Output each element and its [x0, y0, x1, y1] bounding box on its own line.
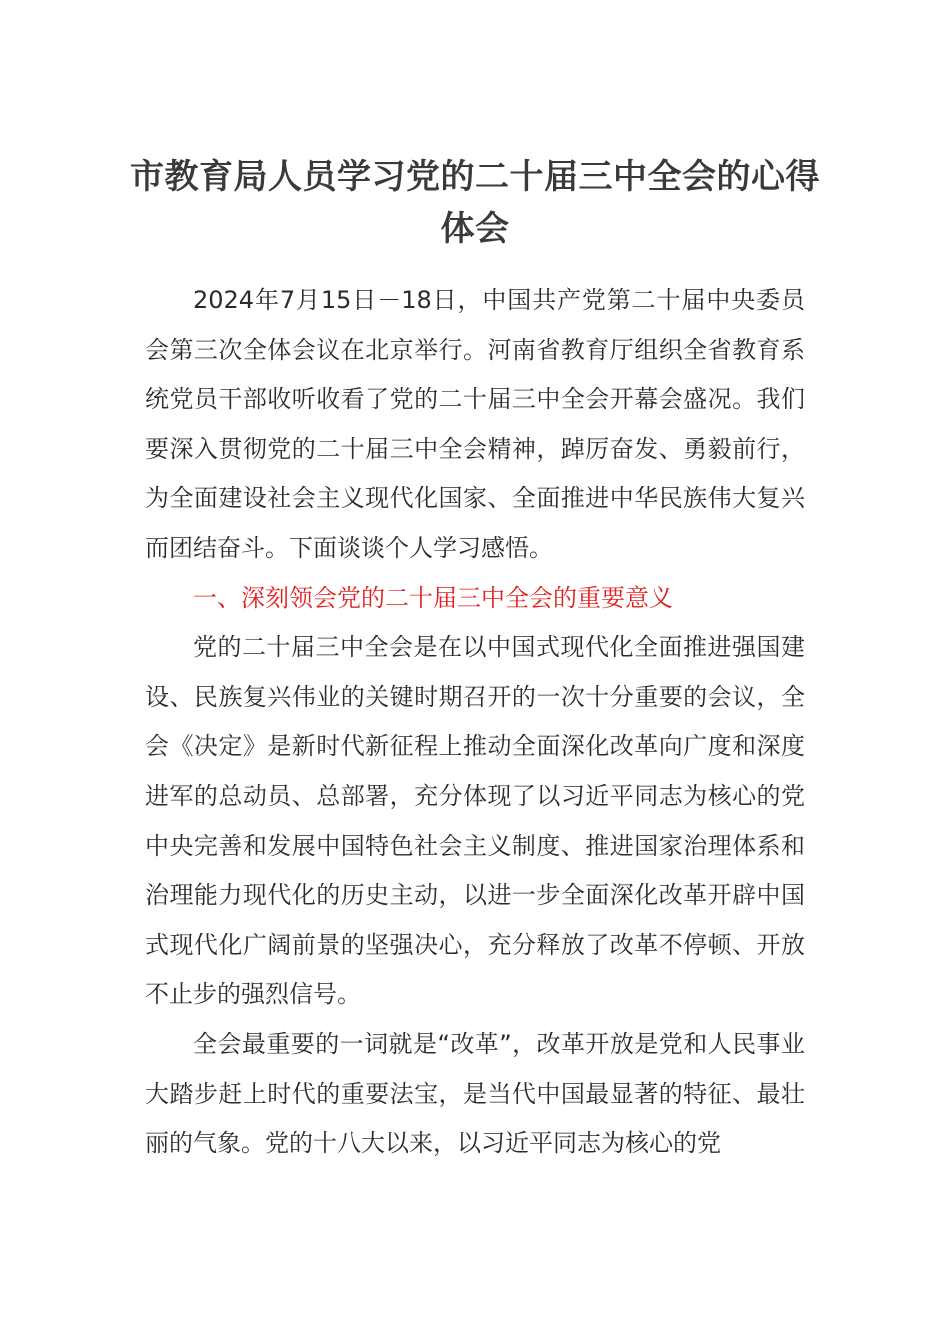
- document-title: 市教育局人员学习党的二十届三中全会的心得体会: [130, 157, 820, 249]
- paragraph-significance: 党的二十届三中全会是在以中国式现代化全面推进强国建设、民族复兴伟业的关键时期召开的一次十分重要的会议，全会《决定》是新时代新征程上推动全面深化改革向广度和深度进军的总动员、总部署，充分体现了以习近平同志为核心的党中央完善和发展中国特色社会主义制度、推进国家治理体系和治理能力现代化的历史主动，以进一步全面深化改革开辟中国式现代化广阔前景的坚强决心，充分释放了改革不停顿、开放不止步的强烈信号。: [145, 633, 805, 1009]
- paragraph-intro: 2024年7月15日－18日，中国共产党第二十届中央委员会第三次全体会议在北京举行。河南省教育厅组织全省教育系统党员干部收听收看了党的二十届三中全会开幕会盛况。我们要深入贯彻党的二十届三中全会精神，踔厉奋发、勇毅前行，为全面建设社会主义现代化国家、全面推进中华民族伟大复兴而团结奋斗。下面谈谈个人学习感悟。: [145, 286, 805, 562]
- paragraph-reform: 全会最重要的一词就是“改革”，改革开放是党和人民事业大踏步赶上时代的重要法宝，是当代中国最显著的特征、最壮丽的气象。党的十八大以来，以习近平同志为核心的党: [145, 1029, 805, 1158]
- section-heading: 一、深刻领会党的二十届三中全会的重要意义: [193, 583, 673, 612]
- document-body: [145, 276, 805, 1169]
